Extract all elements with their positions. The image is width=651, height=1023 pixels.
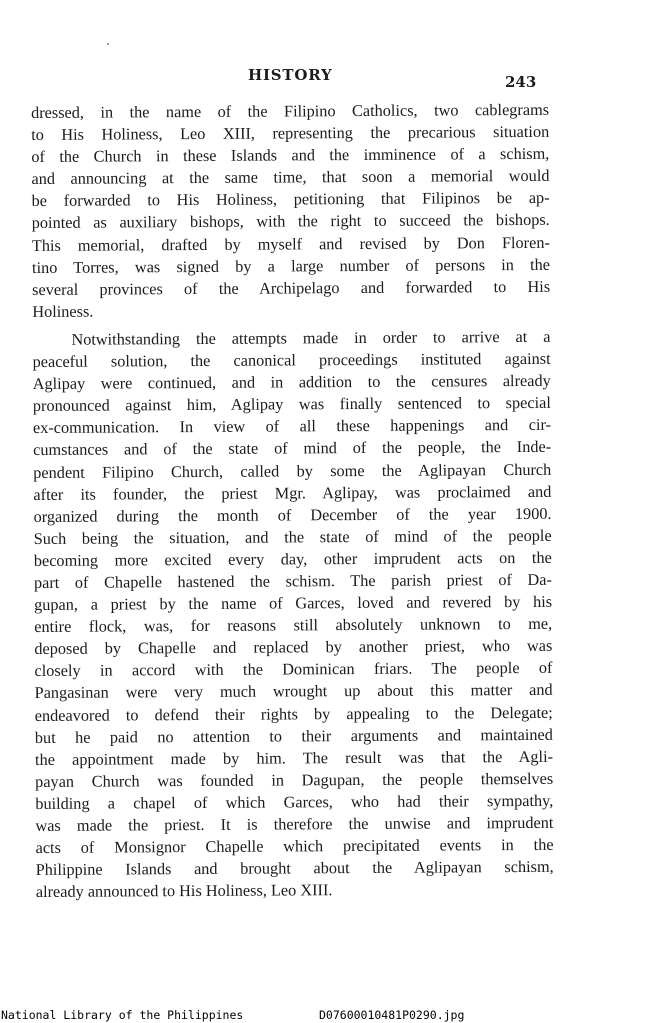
page-number: 243 [505, 73, 537, 91]
text-line: closely in accord with the Dominican friars. The people of [34, 658, 553, 681]
text-line: Notwithstanding the attempts made in order to arrive at a [71, 326, 551, 349]
text-line: peaceful solution, the canonical proceedings instituted against [32, 348, 551, 372]
text-line: but he paid no attention to their arguments and maintained [34, 724, 553, 747]
text-line: ex-communication. In view of all these happenings and cir- [32, 415, 552, 438]
text-line: pointed as auxiliary bishops, with the right to succeed the bishops. [31, 210, 550, 233]
text-line: tino Torres, was signed by a large number of persons in the [31, 254, 551, 277]
text-line: after its founder, the priest Mgr. Aglipay, was proclaimed and [33, 481, 552, 504]
paragraph-1 [31, 99, 550, 323]
text-line: acts of Monsignor Chapelle which precipitated events in the [35, 834, 554, 858]
text-line: organized during the month of December of the year 1900. [33, 503, 552, 526]
text-line: gupan, a priest by the name of Garces, loved and revered by his [34, 591, 553, 615]
text-line: Holiness. [32, 301, 94, 321]
text-line: dressed, in the name of the Filipino Catholics, two cablegrams [31, 99, 550, 122]
text-line: the appointment made by him. The result was that the Agli- [34, 746, 554, 769]
body-text [31, 99, 554, 904]
text-line: already announced to His Holiness, Leo XIII. [35, 880, 333, 902]
text-line: entire flock, was, for reasons still absolutely unknown to me, [34, 613, 553, 637]
scan-speck [107, 43, 109, 45]
text-line: cumstances and of the state of mind of the people, the Inde- [33, 437, 552, 460]
text-line: Pangasinan were very much wrought up about this matter and [34, 680, 553, 703]
text-line: pendent Filipino Church, called by some the Aglipayan Church [33, 459, 552, 482]
text-line: becoming more excited every day, other imprudent acts on the [33, 547, 552, 570]
text-line: of the Church in these Islands and the imminence of a schism, [31, 144, 550, 167]
text-line: several provinces of the Archipelago and forwarded to His [32, 276, 551, 299]
text-line: was made the priest. It is therefore the unwise and imprudent [35, 812, 554, 835]
footer-library: National Library of the Philippines [1, 1008, 244, 1022]
text-line: and announcing at the same time, that soon a memorial would [31, 166, 550, 189]
text-line: building a chapel of which Garces, who had their sympathy, [35, 790, 554, 813]
footer-filename: D07600010481P0290.jpg [319, 1008, 465, 1022]
text-line: This memorial, drafted by myself and revised by Don Floren- [31, 232, 550, 255]
text-line: Aglipay were continued, and in addition to the censures already [32, 370, 551, 394]
text-line: endeavored to defend their rights by appealing to the Delegate; [34, 702, 553, 725]
text-line: payan Church was founded in Dagupan, the people themselves [35, 768, 554, 791]
text-line: to His Holiness, Leo XIII, representing the precarious situation [31, 121, 550, 145]
text-line: Such being the situation, and the state of mind of the people [33, 525, 552, 548]
paragraph-2 [32, 326, 553, 904]
text-line: deposed by Chapelle and replaced by another priest, who was [34, 636, 553, 659]
text-line: Philippine Islands and brought about the Aglipayan schism, [35, 857, 554, 880]
text-line: be forwarded to His Holiness, petitioning that Filipinos be ap- [31, 188, 550, 211]
text-line: pronounced against him, Aglipay was finally sentenced to special [32, 393, 551, 416]
text-line: part of Chapelle hastened the schism. The parish priest of Da- [33, 569, 552, 592]
running-head: HISTORY [248, 66, 333, 84]
